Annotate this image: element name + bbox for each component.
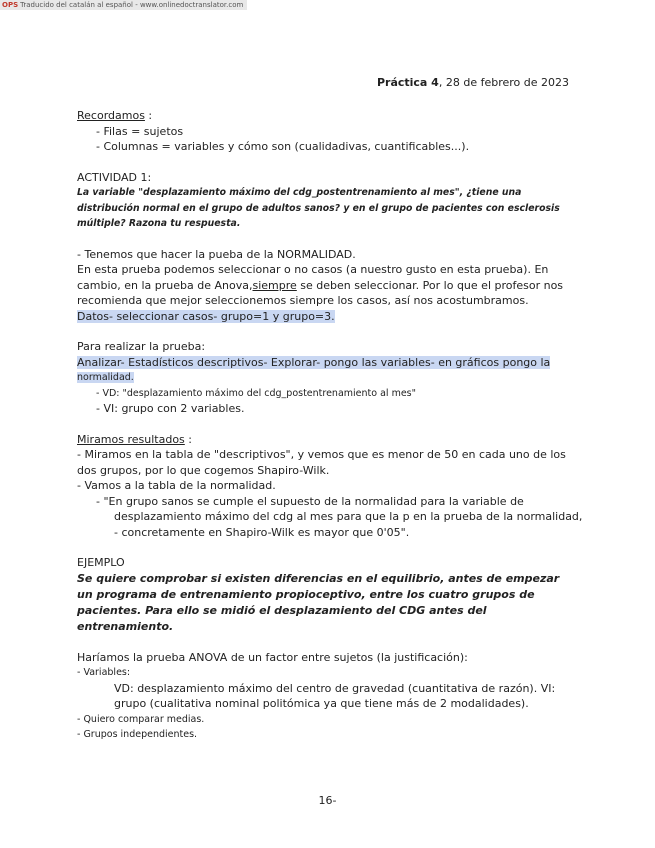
recordamos-heading [77,108,577,124]
actividad-question: La variable "desplazamiento máximo del cdg_postentrenamiento al mes", ¿tiene una distribución normal en el grupo de adultos sanos? y en el grupo de pacientes con esclerosis múltiple? Razona tu respuesta. [77,187,560,229]
resultados-colon: : [184,432,192,446]
realizar-vi: - VI: grupo con 2 variables. [96,402,245,415]
recordamos-item: - Filas = sujetos [96,124,184,138]
header-title: Práctica 4 [376,76,439,89]
translator-logo: OPS [2,1,19,9]
normalidad-para-b: se deben seleccionar. Por lo que el profesor nos recomienda que mejor seleccionemos siempre los casos, así nos acostumbramos. [77,278,564,307]
recordamos-item: - Columnas = variables y cómo son (cualidadivas, cuantificables...). [96,140,470,153]
resultados-line: - "En grupo sanos se cumple el supuesto de la normalidad para la variable de [96,494,524,508]
highlight-normalidad: normalidad. [77,372,134,383]
anova-vd: VD: desplazamiento máximo del centro de gravedad (cuantitativa de razón). VI: [114,681,556,695]
translator-banner[interactable] [0,0,247,10]
anova-medias: - Quiero comparar medias. [77,713,205,725]
page-header [377,76,569,89]
ejemplo-heading: EJEMPLO [77,556,125,569]
resultados-line: desplazamiento máximo del cdg al mes para que la p en la prueba de la normalidad, [114,510,583,523]
document-body [77,108,583,743]
resultados-line: - concretamente en Shapiro-Wilk es mayor que 0'05". [114,525,410,539]
anova-grupos: - Grupos independientes. [77,729,198,740]
header-date: , 28 de febrero de 2023 [438,76,569,89]
normalidad-paragraph [77,262,577,309]
resultados-heading-text: Miramos resultados [77,432,185,446]
normalidad-para-a: En esta prueba podemos seleccionar o no casos (a nuestro gusto en esta prueba). En cambio, en la prueba de Anova, [77,263,549,292]
actividad-heading: ACTIVIDAD 1: [77,170,152,184]
banner-text: Traducido del catalán al español - www.onlinedoctranslator.com [20,1,244,9]
resultados-line: - Vamos a la tabla de la normalidad. [77,479,276,492]
resultados-line: - Miramos en la tabla de "descriptivos", y vemos que es menor de 50 en cada uno de los dos grupos, por lo que cogemos Shapiro-Wilk. [77,448,566,477]
highlight-datos: Datos- seleccionar casos- grupo=1 y grupo=3. [77,309,335,323]
ejemplo-text: Se quiere comprobar si existen diferencias en el equilibrio, antes de empezar un programa de entrenamiento propioceptivo, entre los cuatro grupos de pacientes. Para ello se midió el desplazamiento del CDG antes del entrenamiento. [77,571,560,633]
normalidad-para-underline: siempre [252,278,297,292]
recordamos-heading-text: Recordamos [77,109,145,122]
realizar-heading: Para realizar la prueba: [77,340,206,353]
page-number: 16- [318,794,337,807]
resultados-heading [77,432,577,448]
recordamos-colon: : [144,109,153,122]
anova-vi: grupo (cualitativa nominal politómica ya que tiene más de 2 modalidades). [114,697,529,710]
realizar-vd: - VD: "desplazamiento máximo del cdg_postentrenamiento al mes" [96,387,416,399]
anova-variables: - Variables: [77,667,131,678]
highlight-analizar: Analizar- Estadísticos descriptivos- Explorar- pongo las variables- en gráficos pongo la [77,355,551,369]
normalidad-line: - Tenemos que hacer la pueba de la NORMALIDAD. [77,247,356,261]
anova-intro: Haríamos la prueba ANOVA de un factor entre sujetos (la justificación): [77,650,468,664]
